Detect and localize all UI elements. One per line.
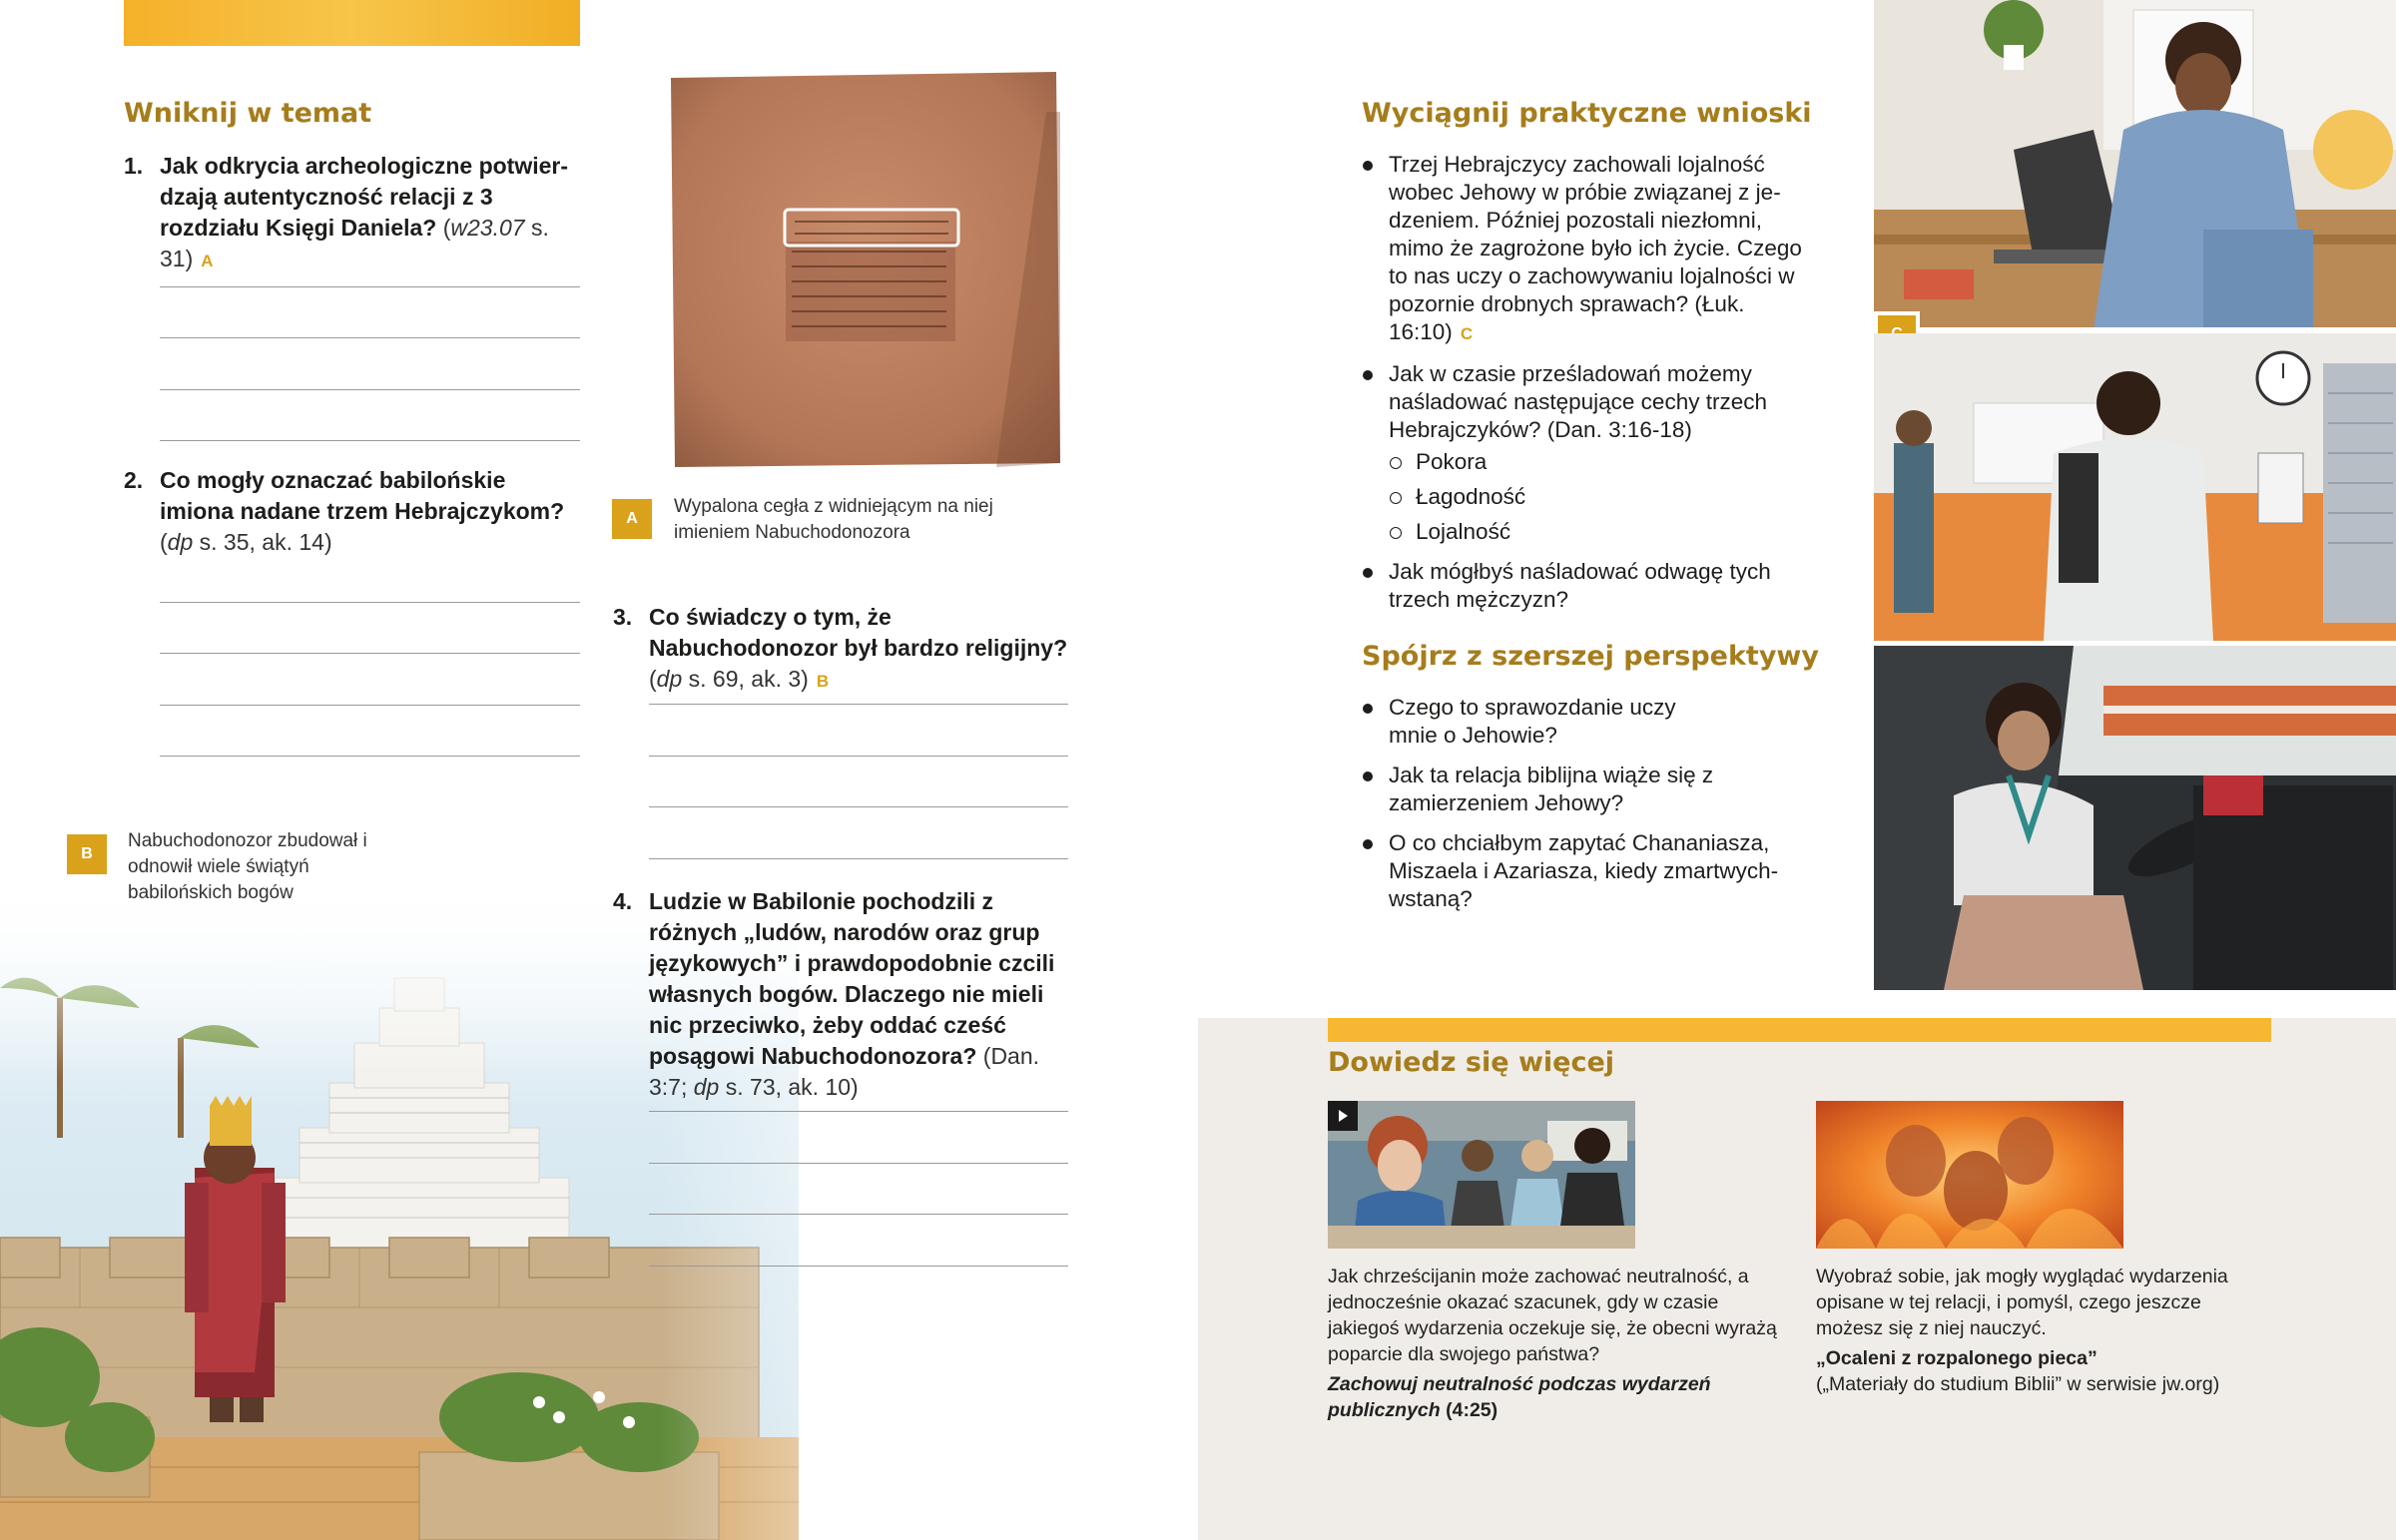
question-reference: (dp s. 69, ak. 3) xyxy=(649,666,809,692)
learn-more-left xyxy=(1328,1264,1777,1423)
list-item: Jak w czasie prześladowań możemy naśladować następujące cechy trzech Hebrajczyków? (Dan. 3:16-18) Pokora Łagodność Lojalność xyxy=(1362,360,1811,546)
list-item: Czego to sprawozdanie uczy mnie o Jehowie? xyxy=(1362,694,1811,750)
answer-line xyxy=(649,858,1068,859)
section-heading-wnioski: Wyciągnij praktyczne wnioski xyxy=(1362,98,1812,129)
answer-line xyxy=(649,756,1068,757)
answer-line xyxy=(160,705,580,706)
video-description: Jak chrześcijanin może zachować neutralność, a jednocześnie okazać szacunek, gdy w czasie jakiegoś wydarzenia oczekuje się, że obecni wyrażą poparcie dla swojego państwa? xyxy=(1328,1266,1777,1365)
video-thumbnail[interactable] xyxy=(1328,1101,1635,1249)
question-2 xyxy=(124,465,584,558)
answer-line xyxy=(649,1266,1068,1267)
video-title-link[interactable]: Zachowuj neutralność podczas wydarzeń publicznych xyxy=(1328,1373,1711,1421)
answer-line xyxy=(649,806,1068,807)
caption-badge-b: B xyxy=(67,834,107,874)
section-heading-wniknij: Wniknij w temat xyxy=(124,98,372,129)
answer-line xyxy=(649,704,1068,705)
learn-more-right xyxy=(1816,1264,2265,1397)
question-text: Co świadczy o tym, że Nabuchodonozor był bardzo religijny? xyxy=(649,604,1068,661)
question-tag: A xyxy=(201,252,214,270)
question-text: Co mogły oznaczać babilońskie imiona nadane trzem Hebrajczykom? xyxy=(160,467,565,524)
photo-woman-laptop xyxy=(1874,0,2396,327)
answer-line xyxy=(160,602,580,603)
perspective-questions-list xyxy=(1362,694,1811,925)
answer-line xyxy=(649,1111,1068,1112)
sub-list-item: Łagodność xyxy=(1389,483,1811,511)
question-1 xyxy=(124,151,584,276)
list-item: O co chciałbym zapytać Chananiasza, Miszaela i Azariasza, kiedy zmartwychwstaną? xyxy=(1362,829,1811,913)
question-3 xyxy=(613,602,1073,697)
answer-line xyxy=(649,1214,1068,1215)
sub-list-item: Lojalność xyxy=(1389,518,1811,546)
question-text: Jak odkrycia archeologiczne potwierdzają autentyczność relacji z 3 rozdziału Księgi Daniela? xyxy=(160,153,569,241)
question-number: 4. xyxy=(613,888,633,914)
answer-line xyxy=(649,1163,1068,1164)
question-tag: C xyxy=(1460,324,1474,343)
fiery-furnace-image[interactable] xyxy=(1816,1101,2123,1249)
list-item: Jak mógłbyś naśladować odwagę tych trzech mężczyzn? xyxy=(1362,558,1811,614)
photo-woman-car xyxy=(1874,646,2396,990)
question-reference: (w23.07 s. 31) xyxy=(160,215,549,271)
list-item: Jak ta relacja biblijna wiąże się z zamierzeniem Jehowy? xyxy=(1362,762,1811,817)
question-reference: (Dan. 3:7; dp s. 73, ak. 10) xyxy=(649,1043,1040,1100)
brick-photo xyxy=(667,72,1062,469)
sub-list-item: Pokora xyxy=(1389,448,1811,476)
caption-a: Wypalona cegła z widniejącym na niej imieniem Nabuchodonozora xyxy=(674,496,993,543)
caption-badge-a: A xyxy=(612,499,652,539)
question-tag: B xyxy=(816,672,830,691)
photo-man-workplace xyxy=(1874,333,2396,641)
article-description: Wyobraź sobie, jak mogły wyglądać wydarzenia opisane w tej relacji, i pomyśl, czego jeszcze możesz się z niej nauczyć. xyxy=(1816,1266,2228,1339)
list-item: Trzej Hebrajczycy zachowali lojalność wobec Jehowy w próbie związanej z jedzeniem. Później pozostali niezłomni, mimo że zagrożone było ich życie. Czego to nas uczy o zachowywaniu lojalności w pozornie drobnych sprawach? (Łuk. 16:10) C xyxy=(1362,151,1811,348)
question-reference: (dp s. 35, ak. 14) xyxy=(160,529,332,555)
question-number: 1. xyxy=(124,153,144,179)
answer-line xyxy=(160,389,580,390)
learn-more-band xyxy=(1328,1018,2271,1042)
answer-line xyxy=(160,337,580,338)
question-text: Ludzie w Babilonie pochodzili z różnych „ludów, narodów oraz grup językowych” i prawdopodobnie czcili własnych bogów. Dlaczego nie mieli nic przeciwko, żeby oddać cześć posągowi Nabuchodonozora? xyxy=(649,888,1055,1069)
answer-line xyxy=(160,653,580,654)
play-icon[interactable] xyxy=(1328,1101,1358,1131)
answer-line xyxy=(160,440,580,441)
question-number: 2. xyxy=(124,467,144,493)
section-heading-dowiedz: Dowiedz się więcej xyxy=(1328,1047,1615,1078)
caption-b: Nabuchodonozor zbudował i odnowił wiele świątyń babilońskich bogów xyxy=(128,830,367,903)
video-duration: (4:25) xyxy=(1440,1399,1498,1421)
section-heading-perspektywa: Spójrz z szerszej perspektywy xyxy=(1362,641,1819,672)
answer-line xyxy=(160,756,580,757)
answer-line xyxy=(160,286,580,287)
article-source: („Materiały do studium Biblii” w serwisie jw.org) xyxy=(1816,1373,2220,1395)
question-number: 3. xyxy=(613,604,633,630)
top-color-band xyxy=(124,0,580,46)
practical-questions-list xyxy=(1362,151,1811,626)
question-4 xyxy=(613,886,1073,1103)
article-title-link[interactable]: „Ocaleni z rozpalonego pieca” xyxy=(1816,1347,2097,1369)
sub-list xyxy=(1389,448,1811,546)
